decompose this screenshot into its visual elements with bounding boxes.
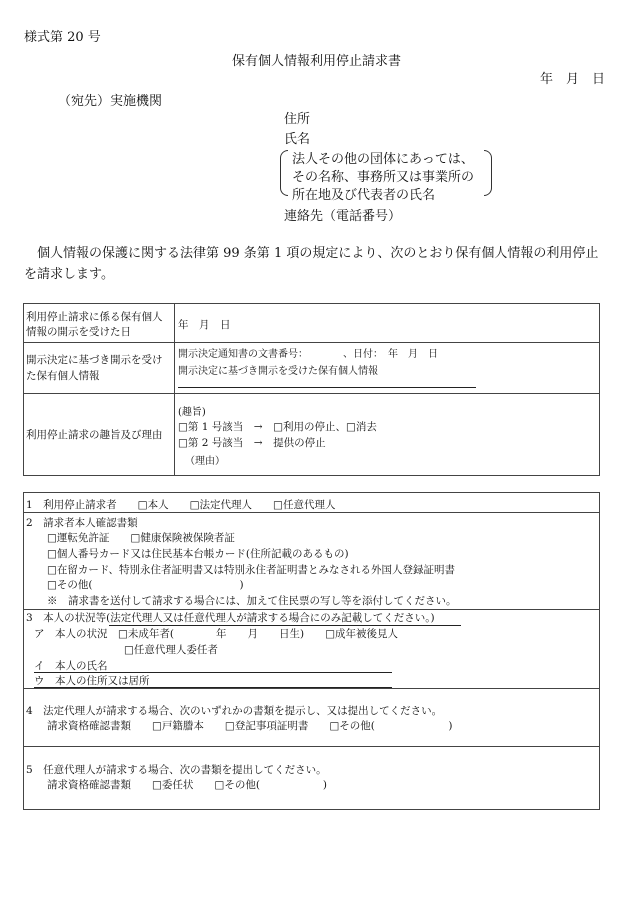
table2-divider-3 [23,688,600,689]
id-docs-line-4: □その他( ) [47,579,244,591]
right-bracket [484,150,492,196]
voluntary-agent-docs-line: 請求資格確認書類 □委任状 □その他( ) [47,779,328,791]
id-docs-line-1: □運転免許証 □健康保険被保険者証 [47,532,235,544]
reason-heading: （理由） [185,456,225,467]
principal-status-title: 3 本人の状況等(法定代理人又は任意代理人が請求する場合にのみ記載してください。) [26,612,435,624]
table1-row-divider-2 [23,393,600,394]
table2-divider-1 [23,512,600,513]
voluntary-agent-title: 5 任意代理人が請求する場合、次の書類を提出してください。 [26,764,327,776]
table2-divider-4 [23,746,600,747]
disclosed-info-line: 開示決定に基づき開示を受けた保有個人情報 [178,366,378,377]
intro-paragraph: 個人情報の保護に関する法律第 99 条第 1 項の規定により、次のとおり保有個人情報の利用停止を請求します。 [24,246,599,282]
legal-agent-title: 4 法定代理人が請求する場合、次のいずれかの書類を提示し、又は提出してください。 [26,705,443,717]
id-docs-line-3: □在留カード、特別永住者証明書又は特別永住者証明書とみなされる外国人登録証明書 [47,564,455,576]
row2-label-1: 開示決定に基づき開示を受け [26,354,163,366]
table1-row-divider-1 [23,342,600,343]
addressee: （宛先）実施機関 [58,94,163,109]
purpose-heading: (趣旨) [178,407,206,418]
item2-option: □第 2 号該当 → 提供の停止 [178,437,326,449]
date-field: 年 月 日 [540,72,606,87]
id-docs-note: ※ 請求書を送付して請求する場合には、加えて住民票の写し等を添付してください。 [47,595,457,607]
requester-type-row: 1 利用停止請求者 □本人 □法定代理人 □任意代理人 [26,499,336,511]
notice-number-line: 開示決定通知書の文書番号： 、日付： 年 月 日 [178,349,438,360]
item1-option: □第 1 号該当 → □利用の停止、□消去 [178,421,377,433]
corp-note-1: 法人その他の団体にあっては、 [292,152,474,167]
corp-note-2: その名称、事務所又は事業所の [292,170,475,185]
principal-status-line: ア 本人の状況 □未成年者( 年 月 日生) □成年被後見人 [34,628,399,640]
row2-label-2: た保有個人情報 [26,370,100,382]
principal-delegator-option: □任意代理人委任者 [124,644,218,656]
document-title: 保有個人情報利用停止請求書 [232,54,402,69]
principal-address-underline [34,687,392,688]
row1-label-1: 利用停止請求に係る保有個人 [26,311,163,323]
id-docs-title: 2 請求者本人確認書類 [26,517,138,529]
address-label: 住所 [284,112,311,127]
name-label: 氏名 [284,132,311,147]
contact-label: 連絡先（電話番号） [284,209,402,224]
row3-label: 利用停止請求の趣旨及び理由 [26,429,163,441]
legal-agent-docs-line: 請求資格確認書類 □戸籍謄本 □登記事項証明書 □その他( ) [47,720,453,732]
principal-address-label: ウ 本人の住所又は居所 [34,675,150,687]
id-docs-line-2: □個人番号カード又は住民基本台帳カード(住所記載のあるもの) [47,548,349,560]
row1-label-2: 情報の開示を受けた日 [26,326,131,338]
corp-note-3: 所在地及び代表者の氏名 [292,188,436,203]
disclosed-info-underline [178,387,476,388]
disclosure-date-field: 年 月 日 [178,319,231,331]
form-number: 様式第 20 号 [24,30,101,45]
left-bracket [280,150,288,196]
table1-column-divider [174,303,175,476]
principal-name-label: イ 本人の氏名 [34,660,108,672]
